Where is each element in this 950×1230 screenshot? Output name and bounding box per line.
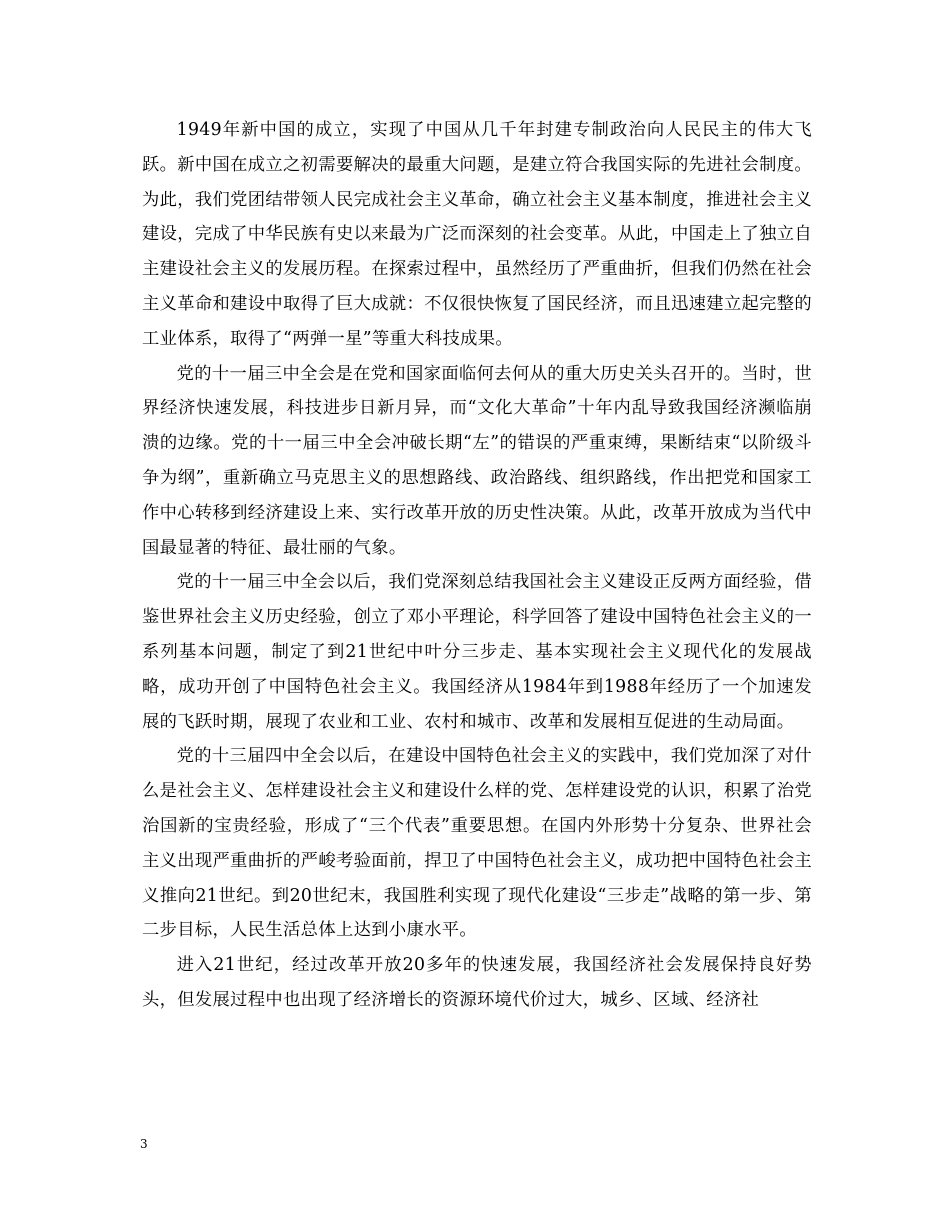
page-number: 3 [140, 1137, 148, 1151]
document-body [142, 113, 812, 1018]
paragraph-founding: 1949年新中国的成立，实现了中国从几千年封建专制政治向人民民主的伟大飞跃。新中国在成立之初需要解决的最重大问题，是建立符合我国实际的先进社会制度。为此，我们党团结带领人民完成社会主义革命，确立社会主义基本制度，推进社会主义建设，完成了中华民族有史以来最为广泛而深刻的社会变革。从此，中国走上了独立自主建设社会主义的发展历程。在探索过程中，虽然经历了严重曲折，但我们仍然在社会主义革命和建设中取得了巨大成就：不仅很快恢复了国民经济，而且迅速建立起完整的工业体系，取得了“两弹一星”等重大科技成果。 [142, 120, 812, 349]
paragraph-deng-theory: 党的十一届三中全会以后，我们党深刻总结我国社会主义建设正反两方面经验，借鉴世界社会主义历史经验，创立了邓小平理论，科学回答了建设中国特色社会主义的一系列基本问题，制定了到21世纪中叶分三步走、基本实现社会主义现代化的发展战略，成功开创了中国特色社会主义。我国经济从1984年到1988年经历了一个加速发展的飞跃时期，展现了农业和工业、农村和城市、改革和发展相互促进的生动局面。 [142, 572, 812, 732]
paragraph-third-plenum: 党的十一届三中全会是在党和国家面临何去何从的重大历史关头召开的。当时，世界经济快速发展，科技进步日新月异，而“文化大革命”十年内乱导致我国经济濒临崩溃的边缘。党的十一届三中全会冲破长期“左”的错误的严重束缚，果断结束“以阶级斗争为纲”，重新确立马克思主义的思想路线、政治路线、组织路线，作出把党和国家工作中心转移到经济建设上来、实行改革开放的历史性决策。从此，改革开放成为当代中国最显著的特征、最壮丽的气象。 [142, 363, 812, 558]
paragraph-three-represents: 党的十三届四中全会以后，在建设中国特色社会主义的实践中，我们党加深了对什么是社会主义、怎样建设社会主义和建设什么样的党、怎样建设党的认识，积累了治党治国新的宝贵经验，形成了“三个代表”重要思想。在国内外形势十分复杂、世界社会主义出现严重曲折的严峻考验面前，捍卫了中国特色社会主义，成功把中国特色社会主义推向21世纪。到20世纪末，我国胜利实现了现代化建设“三步走”战略的第一步、第二步目标，人民生活总体上达到小康水平。 [142, 746, 812, 941]
paragraph-21st-century: 进入21世纪，经过改革开放20多年的快速发展，我国经济社会发展保持良好势头，但发展过程中也出现了经济增长的资源环境代价过大，城乡、区域、经济社 [142, 955, 812, 1010]
